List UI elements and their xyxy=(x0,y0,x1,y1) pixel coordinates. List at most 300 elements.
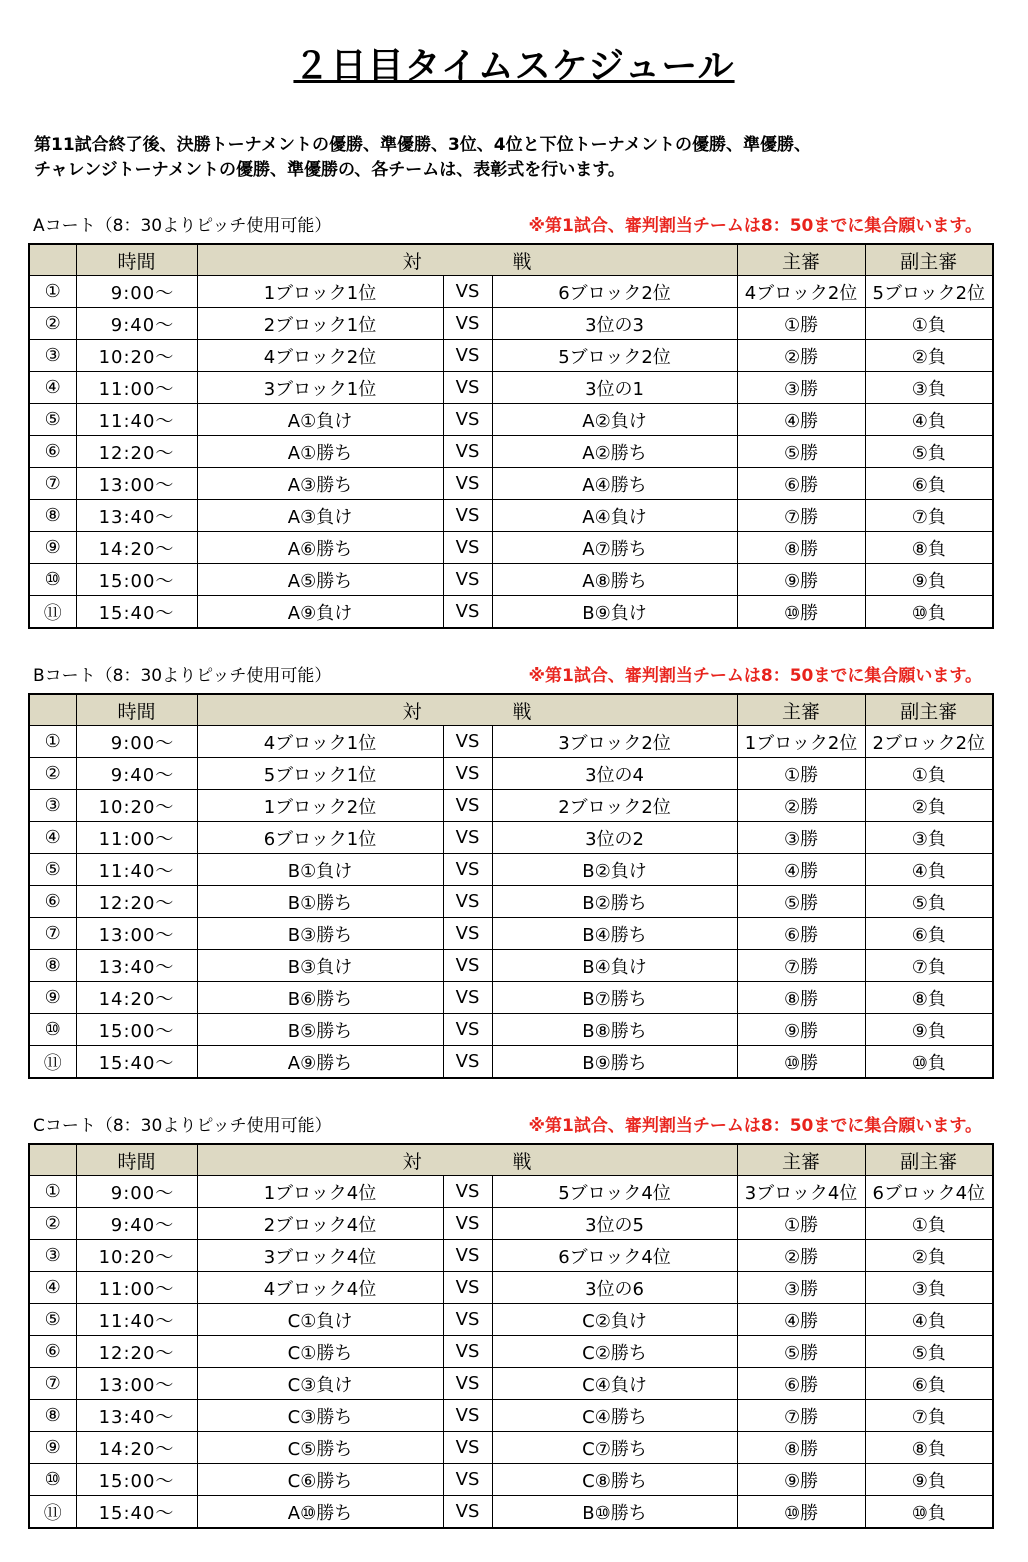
match-time-text: 13:40～ xyxy=(98,506,175,528)
table-row xyxy=(29,1176,993,1208)
team-2: 3位の3 xyxy=(492,308,737,340)
table-row xyxy=(29,1496,993,1529)
team-2: 5ブロック2位 xyxy=(492,340,737,372)
match-number: ④ xyxy=(29,372,76,404)
header-referee: 主審 xyxy=(737,1144,865,1176)
team-2: B②勝ち xyxy=(492,886,737,918)
match-time-text: 10:20～ xyxy=(98,346,175,368)
vs-label: VS xyxy=(443,982,492,1014)
match-time-text: 9:00～ xyxy=(110,1182,175,1204)
match-time xyxy=(76,1046,197,1079)
match-time xyxy=(76,854,197,886)
sub-referee: ③負 xyxy=(865,372,993,404)
match-time-text: 13:00～ xyxy=(98,924,175,946)
match-number: ⑪ xyxy=(29,1496,76,1529)
vs-label: VS xyxy=(443,1046,492,1079)
sub-referee: ⑥負 xyxy=(865,918,993,950)
team-1: 5ブロック1位 xyxy=(197,758,443,790)
match-time-text: 9:40～ xyxy=(110,314,175,336)
match-time-text: 11:40～ xyxy=(98,410,175,432)
team-1: 3ブロック1位 xyxy=(197,372,443,404)
vs-label: VS xyxy=(443,1464,492,1496)
vs-label: VS xyxy=(443,726,492,758)
team-2: 3位の2 xyxy=(492,822,737,854)
match-time-text: 15:40～ xyxy=(98,1052,175,1074)
match-time xyxy=(76,982,197,1014)
table-row xyxy=(29,1208,993,1240)
match-time-text: 11:40～ xyxy=(98,1310,175,1332)
match-time-text: 10:20～ xyxy=(98,1246,175,1268)
vs-label: VS xyxy=(443,404,492,436)
vs-label: VS xyxy=(443,596,492,629)
header-match-char-1: 対 xyxy=(402,250,422,273)
court-c-table xyxy=(28,1143,994,1529)
header-referee: 主審 xyxy=(737,244,865,276)
team-1: 1ブロック4位 xyxy=(197,1176,443,1208)
team-1: A③負け xyxy=(197,500,443,532)
referee: ⑤勝 xyxy=(737,436,865,468)
team-2: 6ブロック2位 xyxy=(492,276,737,308)
match-number: ⑪ xyxy=(29,1046,76,1079)
match-number: ⑦ xyxy=(29,1368,76,1400)
match-time xyxy=(76,500,197,532)
match-time xyxy=(76,726,197,758)
match-time-text: 11:00～ xyxy=(98,1278,175,1300)
referee: ③勝 xyxy=(737,1272,865,1304)
team-1: C⑥勝ち xyxy=(197,1464,443,1496)
match-time xyxy=(76,822,197,854)
match-time-text: 15:40～ xyxy=(98,602,175,624)
match-time xyxy=(76,1496,197,1529)
team-1: 1ブロック1位 xyxy=(197,276,443,308)
court-c-label: Cコート（8：30よりピッチ使用可能） xyxy=(33,1116,332,1136)
vs-label: VS xyxy=(443,468,492,500)
team-1: A③勝ち xyxy=(197,468,443,500)
match-number: ⑤ xyxy=(29,404,76,436)
sub-referee: ⑦負 xyxy=(865,1400,993,1432)
sub-referee: ①負 xyxy=(865,758,993,790)
referee: ②勝 xyxy=(737,340,865,372)
referee: ⑨勝 xyxy=(737,1014,865,1046)
table-row xyxy=(29,596,993,629)
referee: ③勝 xyxy=(737,372,865,404)
match-time xyxy=(76,758,197,790)
match-time xyxy=(76,436,197,468)
match-time xyxy=(76,1304,197,1336)
sub-referee: ⑤負 xyxy=(865,886,993,918)
referee: ⑥勝 xyxy=(737,468,865,500)
team-2: A④勝ち xyxy=(492,468,737,500)
vs-label: VS xyxy=(443,758,492,790)
match-number: ⑧ xyxy=(29,1400,76,1432)
note-line-2: チャレンジトーナメントの優勝、準優勝の、各チームは、表彰式を行います。 xyxy=(34,160,625,180)
referee: ⑨勝 xyxy=(737,1464,865,1496)
vs-label: VS xyxy=(443,308,492,340)
team-1: 4ブロック2位 xyxy=(197,340,443,372)
team-1: C①勝ち xyxy=(197,1336,443,1368)
header-match-char-2: 戦 xyxy=(512,700,532,723)
team-1: C①負け xyxy=(197,1304,443,1336)
note-line-1: 第11試合終了後、決勝トーナメントの優勝、準優勝、3位、4位と下位トーナメントの優勝、準優勝、 xyxy=(34,135,811,155)
sub-referee: 5ブロック2位 xyxy=(865,276,993,308)
team-2: B④勝ち xyxy=(492,918,737,950)
team-2: C④負け xyxy=(492,1368,737,1400)
vs-label: VS xyxy=(443,918,492,950)
vs-label: VS xyxy=(443,1176,492,1208)
table-header-row xyxy=(29,1144,993,1176)
table-row xyxy=(29,758,993,790)
page-title: ２日目タイムスケジュール xyxy=(293,46,735,87)
vs-label: VS xyxy=(443,854,492,886)
header-number xyxy=(29,244,76,276)
table-row xyxy=(29,1240,993,1272)
match-time-text: 13:00～ xyxy=(98,474,175,496)
match-number: ⑨ xyxy=(29,1432,76,1464)
match-number: ① xyxy=(29,276,76,308)
referee: ⑧勝 xyxy=(737,532,865,564)
table-row xyxy=(29,404,993,436)
match-time xyxy=(76,1014,197,1046)
team-2: 5ブロック4位 xyxy=(492,1176,737,1208)
match-time-text: 11:00～ xyxy=(98,828,175,850)
match-number: ⑤ xyxy=(29,854,76,886)
sub-referee: ⑧負 xyxy=(865,532,993,564)
table-row xyxy=(29,854,993,886)
team-2: C④勝ち xyxy=(492,1400,737,1432)
table-row xyxy=(29,1272,993,1304)
match-time xyxy=(76,918,197,950)
table-row xyxy=(29,1046,993,1079)
referee: ③勝 xyxy=(737,822,865,854)
team-1: A⑨負け xyxy=(197,596,443,629)
team-1: A⑥勝ち xyxy=(197,532,443,564)
header-match-char-2: 戦 xyxy=(512,1150,532,1173)
referee: ⑩勝 xyxy=(737,1496,865,1529)
team-2: 6ブロック4位 xyxy=(492,1240,737,1272)
match-time-text: 15:00～ xyxy=(98,570,175,592)
team-1: B⑤勝ち xyxy=(197,1014,443,1046)
referee: ⑥勝 xyxy=(737,918,865,950)
team-2: B⑩勝ち xyxy=(492,1496,737,1529)
match-time-text: 13:40～ xyxy=(98,1406,175,1428)
match-time xyxy=(76,1368,197,1400)
team-2: A②勝ち xyxy=(492,436,737,468)
vs-label: VS xyxy=(443,1432,492,1464)
court-c-warning: ※第1試合、審判割当チームは8：50までに集合願います。 xyxy=(528,1116,982,1136)
referee: ⑤勝 xyxy=(737,886,865,918)
referee: ②勝 xyxy=(737,790,865,822)
match-number: ⑥ xyxy=(29,436,76,468)
team-2: A④負け xyxy=(492,500,737,532)
match-time xyxy=(76,372,197,404)
match-time xyxy=(76,564,197,596)
referee: ①勝 xyxy=(737,758,865,790)
team-2: A⑦勝ち xyxy=(492,532,737,564)
vs-label: VS xyxy=(443,1336,492,1368)
sub-referee: ⑨負 xyxy=(865,1464,993,1496)
team-1: A⑤勝ち xyxy=(197,564,443,596)
match-time-text: 14:20～ xyxy=(98,988,175,1010)
sub-referee: ⑤負 xyxy=(865,1336,993,1368)
table-row xyxy=(29,822,993,854)
award-note xyxy=(34,133,1004,183)
court-b-table xyxy=(28,693,994,1079)
match-number: ② xyxy=(29,758,76,790)
table-header-row xyxy=(29,244,993,276)
team-1: 2ブロック1位 xyxy=(197,308,443,340)
table-row xyxy=(29,1336,993,1368)
vs-label: VS xyxy=(443,1240,492,1272)
team-2: 3位の6 xyxy=(492,1272,737,1304)
vs-label: VS xyxy=(443,1014,492,1046)
header-time: 時間 xyxy=(76,694,197,726)
match-number: ⑧ xyxy=(29,950,76,982)
sub-referee: ⑩負 xyxy=(865,1496,993,1529)
match-time xyxy=(76,1432,197,1464)
vs-label: VS xyxy=(443,886,492,918)
match-time xyxy=(76,950,197,982)
vs-label: VS xyxy=(443,790,492,822)
vs-label: VS xyxy=(443,1400,492,1432)
team-1: B①勝ち xyxy=(197,886,443,918)
match-number: ④ xyxy=(29,822,76,854)
match-time xyxy=(76,596,197,629)
match-time-text: 15:00～ xyxy=(98,1470,175,1492)
match-time xyxy=(76,1336,197,1368)
referee: ⑦勝 xyxy=(737,950,865,982)
referee: ⑦勝 xyxy=(737,500,865,532)
referee: ②勝 xyxy=(737,1240,865,1272)
match-number: ③ xyxy=(29,340,76,372)
referee: ⑥勝 xyxy=(737,1368,865,1400)
match-time xyxy=(76,1208,197,1240)
table-row xyxy=(29,950,993,982)
header-sub-referee: 副主審 xyxy=(865,1144,993,1176)
match-time xyxy=(76,886,197,918)
referee: ⑨勝 xyxy=(737,564,865,596)
team-1: 4ブロック1位 xyxy=(197,726,443,758)
team-1: B①負け xyxy=(197,854,443,886)
match-time-text: 14:20～ xyxy=(98,1438,175,1460)
match-time xyxy=(76,1240,197,1272)
vs-label: VS xyxy=(443,1368,492,1400)
referee: ④勝 xyxy=(737,854,865,886)
header-match xyxy=(197,244,737,276)
sub-referee: ④負 xyxy=(865,1304,993,1336)
sub-referee: 2ブロック2位 xyxy=(865,726,993,758)
header-match-char-1: 対 xyxy=(402,1150,422,1173)
match-number: ⑨ xyxy=(29,982,76,1014)
match-time-text: 14:20～ xyxy=(98,538,175,560)
match-number: ⑤ xyxy=(29,1304,76,1336)
match-time xyxy=(76,1272,197,1304)
court-a-warning: ※第1試合、審判割当チームは8：50までに集合願います。 xyxy=(528,216,982,236)
team-1: A①勝ち xyxy=(197,436,443,468)
vs-label: VS xyxy=(443,1304,492,1336)
match-number: ⑦ xyxy=(29,918,76,950)
court-b-warning: ※第1試合、審判割当チームは8：50までに集合願います。 xyxy=(528,666,982,686)
match-number: ⑨ xyxy=(29,532,76,564)
sub-referee: ⑩負 xyxy=(865,1046,993,1079)
team-1: C⑤勝ち xyxy=(197,1432,443,1464)
team-1: C③負け xyxy=(197,1368,443,1400)
vs-label: VS xyxy=(443,1208,492,1240)
team-2: 2ブロック2位 xyxy=(492,790,737,822)
table-row xyxy=(29,726,993,758)
match-number: ③ xyxy=(29,790,76,822)
match-time xyxy=(76,1464,197,1496)
team-2: A②負け xyxy=(492,404,737,436)
match-time xyxy=(76,308,197,340)
team-1: 1ブロック2位 xyxy=(197,790,443,822)
table-row xyxy=(29,1400,993,1432)
sub-referee: ②負 xyxy=(865,1240,993,1272)
team-2: 3位の5 xyxy=(492,1208,737,1240)
team-2: B⑦勝ち xyxy=(492,982,737,1014)
team-1: A⑩勝ち xyxy=(197,1496,443,1529)
table-row xyxy=(29,276,993,308)
vs-label: VS xyxy=(443,564,492,596)
sub-referee: ①負 xyxy=(865,308,993,340)
match-time-text: 13:00～ xyxy=(98,1374,175,1396)
match-number: ⑥ xyxy=(29,886,76,918)
table-row xyxy=(29,886,993,918)
vs-label: VS xyxy=(443,822,492,854)
table-row xyxy=(29,1432,993,1464)
sub-referee: ⑤負 xyxy=(865,436,993,468)
header-time: 時間 xyxy=(76,244,197,276)
header-match xyxy=(197,694,737,726)
table-row xyxy=(29,340,993,372)
table-header-row xyxy=(29,694,993,726)
sub-referee: ⑩負 xyxy=(865,596,993,629)
match-number: ⑥ xyxy=(29,1336,76,1368)
team-2: C②勝ち xyxy=(492,1336,737,1368)
match-time xyxy=(76,532,197,564)
team-1: 2ブロック4位 xyxy=(197,1208,443,1240)
table-row xyxy=(29,500,993,532)
referee: ⑧勝 xyxy=(737,982,865,1014)
match-time xyxy=(76,276,197,308)
team-2: B④負け xyxy=(492,950,737,982)
referee: ⑦勝 xyxy=(737,1400,865,1432)
team-2: B⑧勝ち xyxy=(492,1014,737,1046)
team-2: A⑧勝ち xyxy=(492,564,737,596)
match-time-text: 9:40～ xyxy=(110,764,175,786)
match-number: ② xyxy=(29,1208,76,1240)
table-row xyxy=(29,1014,993,1046)
table-row xyxy=(29,1304,993,1336)
table-row xyxy=(29,308,993,340)
table-row xyxy=(29,436,993,468)
vs-label: VS xyxy=(443,436,492,468)
referee: ①勝 xyxy=(737,308,865,340)
team-2: 3ブロック2位 xyxy=(492,726,737,758)
match-time xyxy=(76,340,197,372)
sub-referee: ③負 xyxy=(865,1272,993,1304)
vs-label: VS xyxy=(443,276,492,308)
match-time xyxy=(76,1176,197,1208)
match-time xyxy=(76,1400,197,1432)
team-1: B③勝ち xyxy=(197,918,443,950)
team-1: C③勝ち xyxy=(197,1400,443,1432)
sub-referee: ⑧負 xyxy=(865,982,993,1014)
sub-referee: ⑧負 xyxy=(865,1432,993,1464)
table-row xyxy=(29,982,993,1014)
match-number: ① xyxy=(29,1176,76,1208)
sub-referee: ⑦負 xyxy=(865,950,993,982)
match-time-text: 9:00～ xyxy=(110,732,175,754)
referee: ⑤勝 xyxy=(737,1336,865,1368)
sub-referee: ⑨負 xyxy=(865,1014,993,1046)
match-number: ⑩ xyxy=(29,1014,76,1046)
match-number: ⑩ xyxy=(29,1464,76,1496)
team-2: B②負け xyxy=(492,854,737,886)
match-time-text: 10:20～ xyxy=(98,796,175,818)
header-sub-referee: 副主審 xyxy=(865,694,993,726)
vs-label: VS xyxy=(443,372,492,404)
match-number: ③ xyxy=(29,1240,76,1272)
vs-label: VS xyxy=(443,532,492,564)
referee: ⑧勝 xyxy=(737,1432,865,1464)
referee: 4ブロック2位 xyxy=(737,276,865,308)
table-row xyxy=(29,468,993,500)
sub-referee: ①負 xyxy=(865,1208,993,1240)
team-1: 6ブロック1位 xyxy=(197,822,443,854)
referee: ④勝 xyxy=(737,404,865,436)
match-number: ⑪ xyxy=(29,596,76,629)
match-time-text: 13:40～ xyxy=(98,956,175,978)
table-row xyxy=(29,918,993,950)
header-match-char-1: 対 xyxy=(402,700,422,723)
vs-label: VS xyxy=(443,500,492,532)
team-2: C②負け xyxy=(492,1304,737,1336)
match-time-text: 9:00～ xyxy=(110,282,175,304)
court-a-table xyxy=(28,243,994,629)
match-time xyxy=(76,468,197,500)
table-row xyxy=(29,1368,993,1400)
court-a-label: Aコート（8：30よりピッチ使用可能） xyxy=(33,216,332,236)
header-match-char-2: 戦 xyxy=(512,250,532,273)
sub-referee: ⑥負 xyxy=(865,1368,993,1400)
sub-referee: ②負 xyxy=(865,340,993,372)
court-b-label: Bコート（8：30よりピッチ使用可能） xyxy=(33,666,332,686)
header-number xyxy=(29,694,76,726)
team-2: C⑧勝ち xyxy=(492,1464,737,1496)
match-time-text: 11:40～ xyxy=(98,860,175,882)
team-2: C⑦勝ち xyxy=(492,1432,737,1464)
table-row xyxy=(29,564,993,596)
match-number: ④ xyxy=(29,1272,76,1304)
match-number: ① xyxy=(29,726,76,758)
vs-label: VS xyxy=(443,1272,492,1304)
match-time xyxy=(76,404,197,436)
team-2: 3位の1 xyxy=(492,372,737,404)
team-1: B③負け xyxy=(197,950,443,982)
match-time-text: 15:40～ xyxy=(98,1502,175,1524)
sub-referee: ④負 xyxy=(865,854,993,886)
match-number: ⑧ xyxy=(29,500,76,532)
sub-referee: ③負 xyxy=(865,822,993,854)
sub-referee: ④負 xyxy=(865,404,993,436)
team-1: A①負け xyxy=(197,404,443,436)
referee: 3ブロック4位 xyxy=(737,1176,865,1208)
team-1: A⑨勝ち xyxy=(197,1046,443,1079)
sub-referee: 6ブロック4位 xyxy=(865,1176,993,1208)
header-number xyxy=(29,1144,76,1176)
table-row xyxy=(29,372,993,404)
table-row xyxy=(29,790,993,822)
